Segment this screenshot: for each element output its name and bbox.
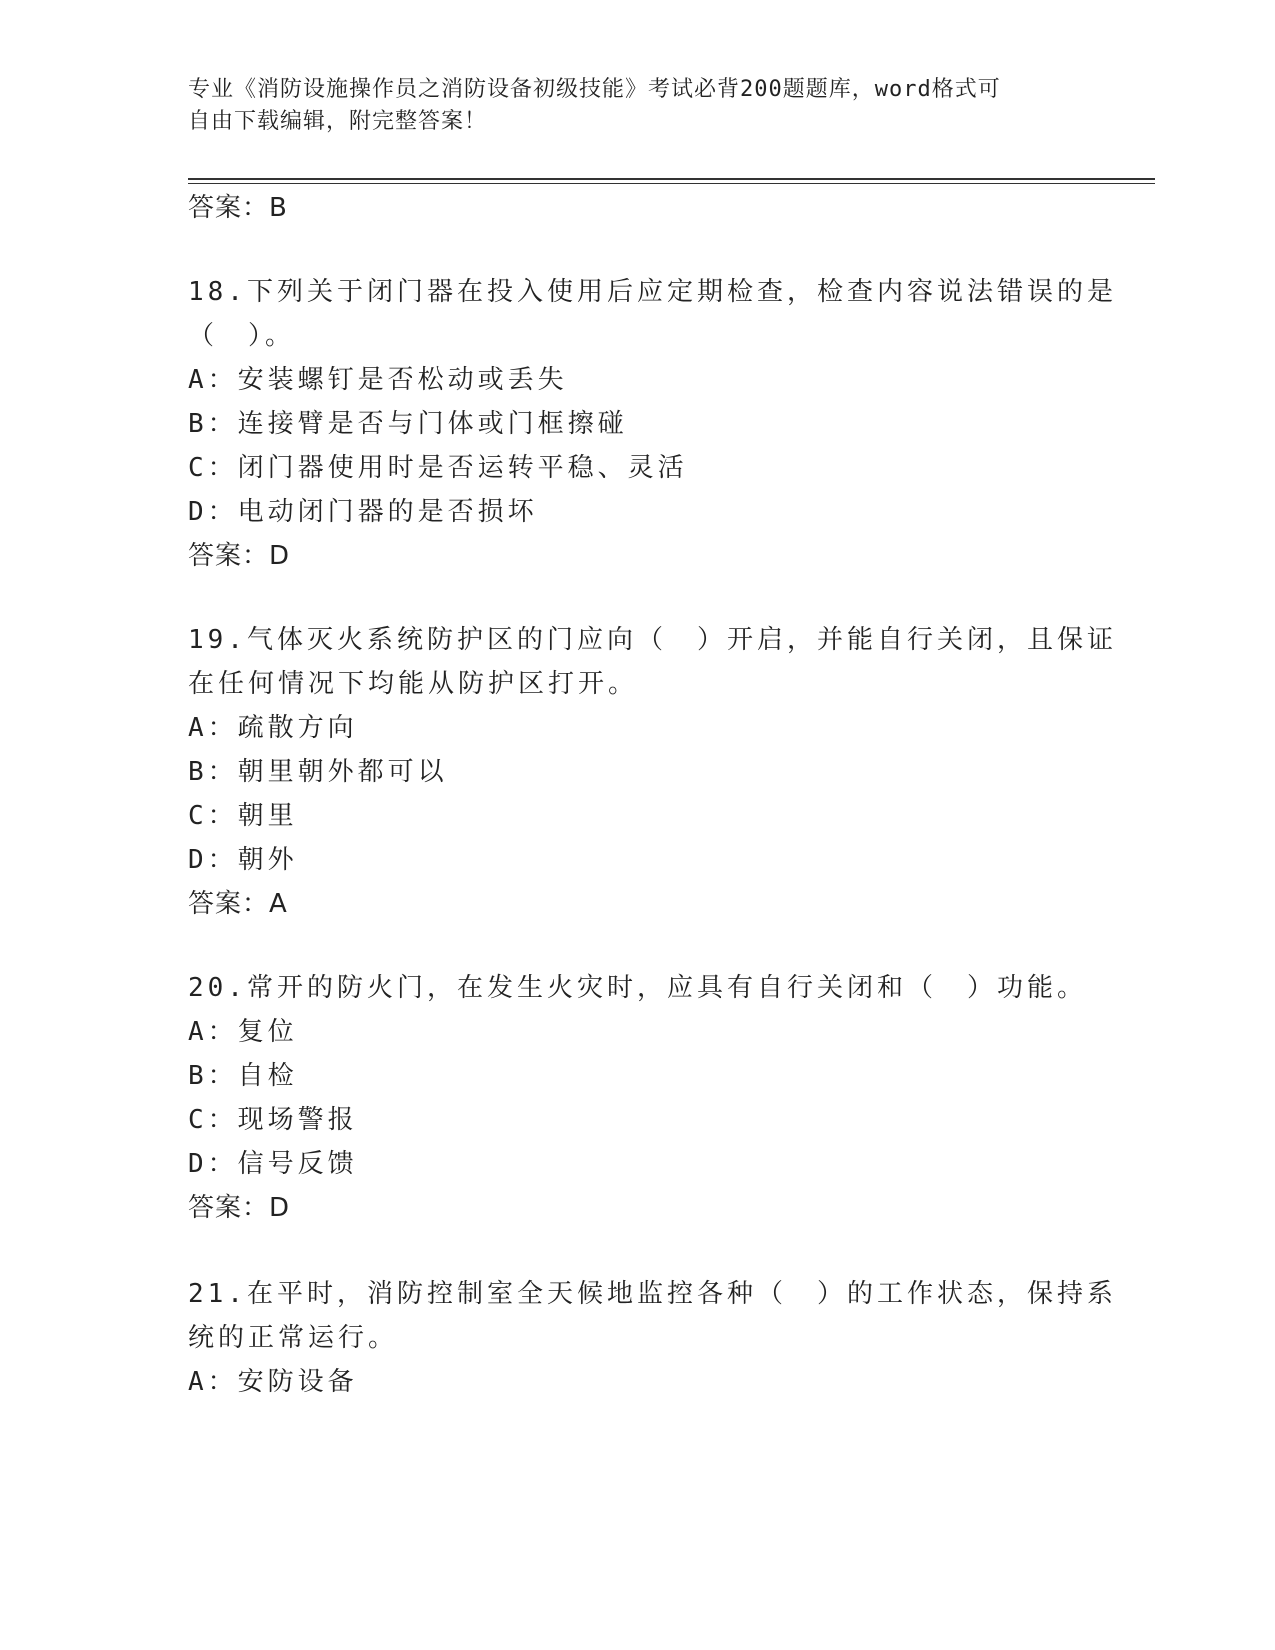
question-20-option-b: B：自检 [188,1061,298,1091]
header-divider-thin [188,183,1155,184]
question-18-stem-line-2: （ ）。 [188,321,296,351]
question-19-option-c: C：朝里 [188,801,298,831]
question-19-stem-line-1: 19.气体灭火系统防护区的门应向（ ）开启，并能自行关闭，且保证 [188,625,1117,655]
header-divider-thick [188,178,1155,180]
question-20-option-a: A：复位 [188,1017,298,1047]
question-18-option-b: B：连接臂是否与门体或门框擦碰 [188,409,628,439]
question-20-option-c: C：现场警报 [188,1105,358,1135]
header-line-1: 专业《消防设施操作员之消防设备初级技能》考试必背200题题库，word格式可 [188,77,1001,102]
question-18-stem-line-1: 18.下列关于闭门器在投入使用后应定期检查，检查内容说法错误的是 [188,277,1117,307]
question-20-stem-line-1: 20.常开的防火门，在发生火灾时，应具有自行关闭和（ ）功能。 [188,973,1087,1003]
answer-17: 答案：B [188,193,288,223]
document-header [188,74,1068,138]
answer-18: 答案：D [188,541,291,571]
question-20-option-d: D：信号反馈 [188,1149,358,1179]
answer-19: 答案：A [188,889,288,919]
header-line-2: 自由下载编辑，附完整答案！ [188,109,488,134]
question-19-option-d: D：朝外 [188,845,298,875]
question-18-option-c: C：闭门器使用时是否运转平稳、灵活 [188,453,688,483]
question-19-option-b: B：朝里朝外都可以 [188,757,448,787]
question-21-stem-line-2: 统的正常运行。 [188,1323,399,1353]
question-18-option-d: D：电动闭门器的是否损坏 [188,497,538,527]
question-21-stem-line-1: 21.在平时，消防控制室全天候地监控各种（ ）的工作状态，保持系 [188,1279,1117,1309]
question-19-stem-line-2: 在任何情况下均能从防护区打开。 [188,669,639,699]
question-18-option-a: A：安装螺钉是否松动或丢失 [188,365,568,395]
question-19-option-a: A：疏散方向 [188,713,358,743]
answer-20: 答案：D [188,1193,291,1223]
question-21-option-a: A：安防设备 [188,1367,358,1397]
